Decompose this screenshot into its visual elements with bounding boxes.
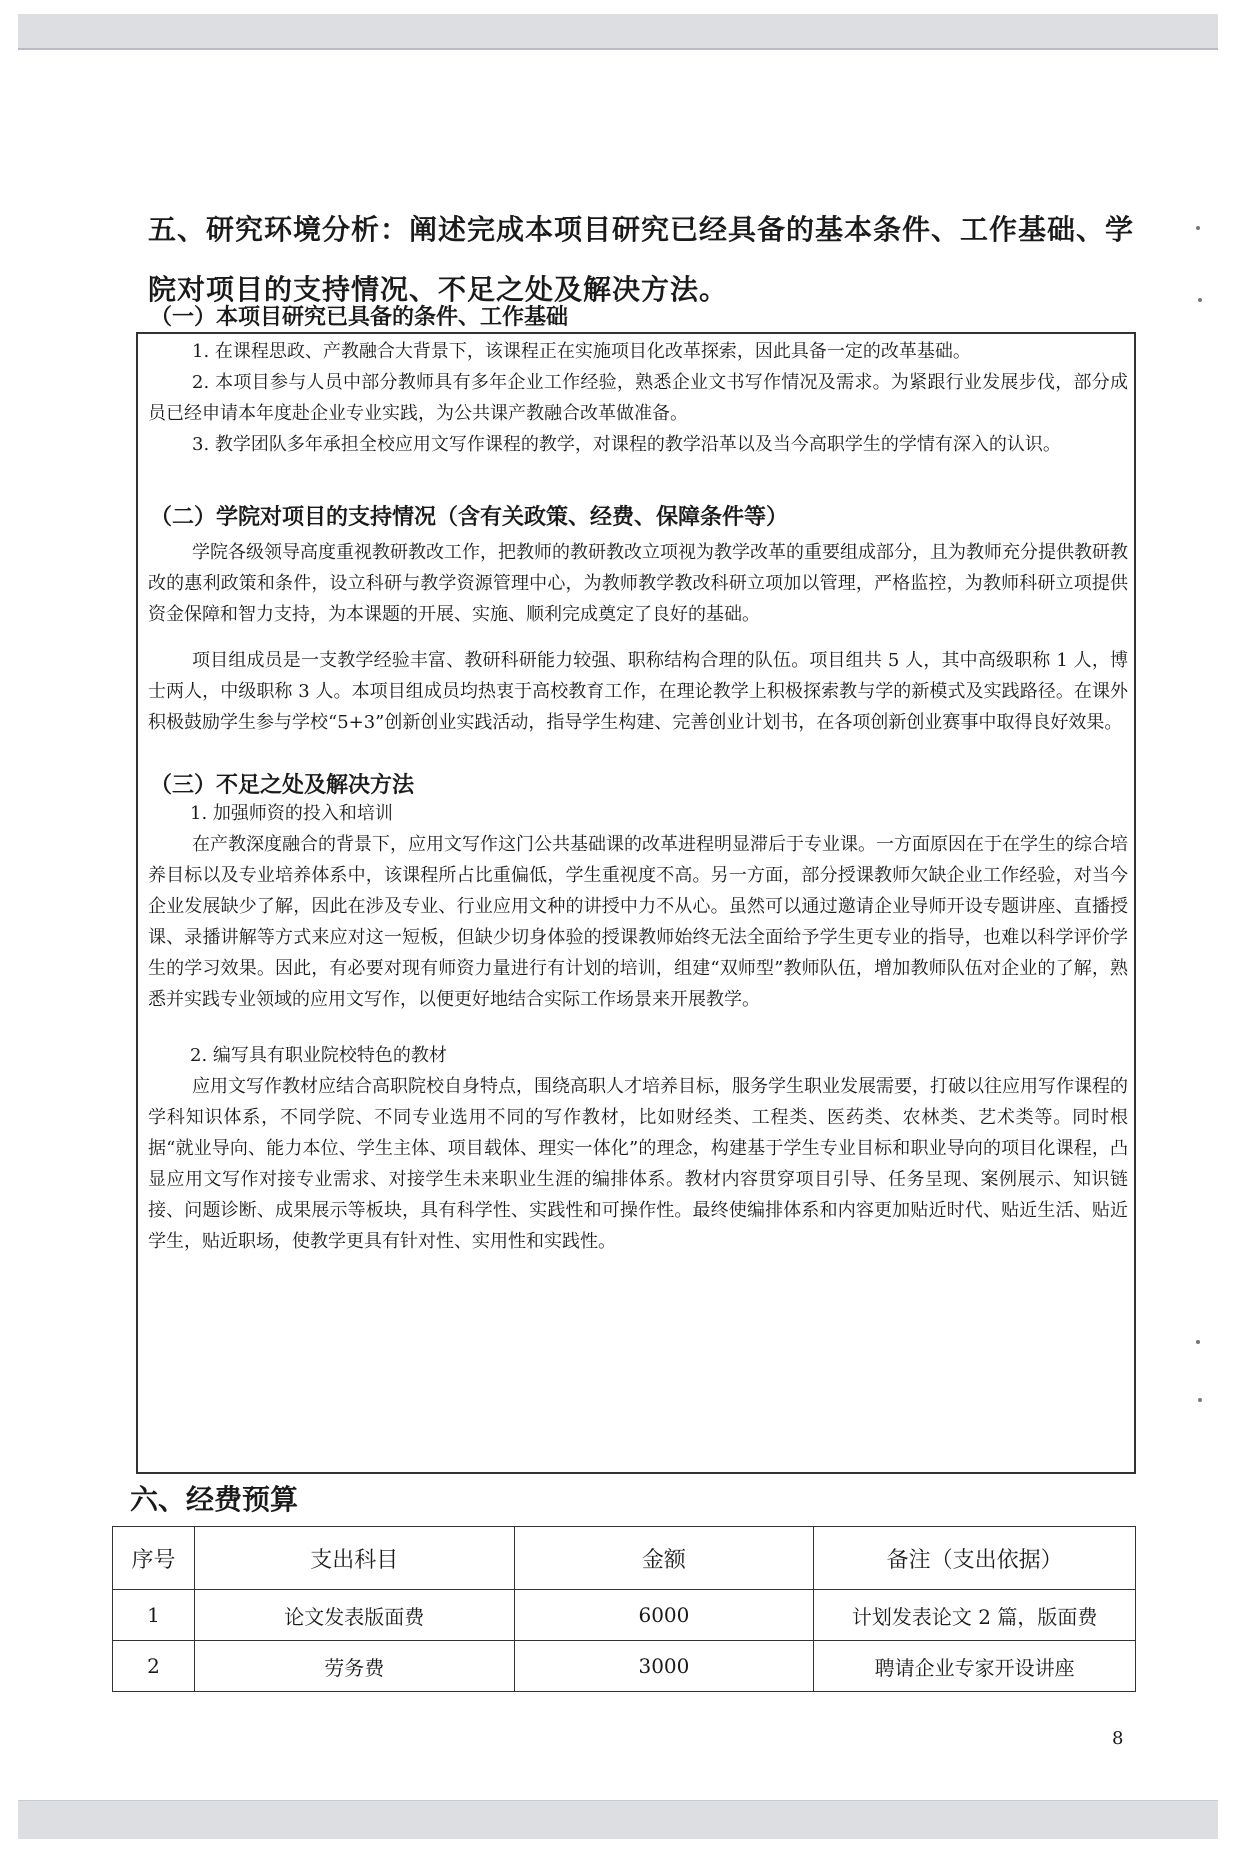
part3-item1-text: 在产教深度融合的背景下，应用文写作这门公共基础课的改革进程明显滞后于专业课。一方面原因在于在学生的综合培养目标以及专业培养体系中，该课程所占比重偏低，学生重视度不高。另一方面，部分授课教师欠缺企业工作经验，对当今企业发展缺少了解，因此在涉及专业、行业应用文种的讲授中力不从心。虽然可以通过邀请企业导师开设专题讲座、直播授课、录播讲解等方式来应对这一短板，但缺少切身体验的授课教师始终无法全面给予学生更专业的指导，也难以科学评价学生的学习效果。因此，有必要对现有师资力量进行有计划的培训，组建“双师型”教师队伍，增加教师队伍对企业的了解，熟悉并实践专业领域的应用文写作，以便更好地结合实际工作场景来开展教学。 bbox=[148, 834, 1128, 1010]
part1-item-1: 1. 在课程思政、产教融合大背景下，该课程正在实施项目化改革探索，因此具备一定的改革基础。 bbox=[192, 341, 971, 362]
row-note: 计划发表论文 2 篇，版面费 bbox=[814, 1590, 1136, 1641]
table-row bbox=[113, 1641, 1136, 1692]
row-index: 2 bbox=[113, 1641, 195, 1692]
scan-bottom-edge bbox=[18, 1800, 1218, 1839]
row-item: 劳务费 bbox=[194, 1641, 514, 1692]
part2-title: （二）学院对项目的支持情况（含有关政策、经费、保障条件等） bbox=[150, 505, 789, 530]
page-number: 8 bbox=[1112, 1728, 1124, 1749]
part1-title: （一）本项目研究已具备的条件、工作基础 bbox=[150, 305, 569, 330]
scan-top-edge bbox=[18, 14, 1218, 50]
part1-item-2: 2. 本项目参与人员中部分教师具有多年企业工作经验，熟悉企业文书写作情况及需求。为紧跟行业发展步伐，部分成员已经申请本年度赴企业专业实践，为公共课产教融合改革做准备。 bbox=[148, 372, 1128, 424]
row-index: 1 bbox=[113, 1590, 195, 1641]
part1-item-3: 3. 教学团队多年承担全校应用文写作课程的教学，对课程的教学沿革以及当今高职学生的学情有深入的认识。 bbox=[192, 434, 1061, 455]
row-amount: 6000 bbox=[514, 1590, 814, 1641]
part2-paragraph-1: 学院各级领导高度重视教研教改工作，把教师的教研教改立项视为教学改革的重要组成部分，且为教师充分提供教研教改的惠利政策和条件，设立科研与教学资源管理中心，为教师教学教改科研立项加以管理，严格监控，为教师科研立项提供资金保障和智力支持，为本课题的开展、实施、顺利完成奠定了良好的基础。 bbox=[148, 542, 1128, 625]
budget-table-header-row bbox=[113, 1527, 1136, 1590]
header-amount: 金额 bbox=[514, 1527, 814, 1590]
scan-speck bbox=[1196, 1340, 1200, 1344]
part3-item2-title: 2. 编写具有职业院校特色的教材 bbox=[190, 1045, 447, 1066]
header-index: 序号 bbox=[113, 1527, 195, 1590]
row-amount: 3000 bbox=[514, 1641, 814, 1692]
row-note: 聘请企业专家开设讲座 bbox=[814, 1641, 1136, 1692]
part3-title: （三）不足之处及解决方法 bbox=[150, 773, 415, 798]
scan-speck bbox=[1198, 1398, 1202, 1402]
part3-item2-text: 应用文写作教材应结合高职院校自身特点，围绕高职人才培养目标，服务学生职业发展需要，打破以往应用写作课程的学科知识体系，不同学院、不同专业选用不同的写作教材，比如财经类、工程类、医药类、农林类、艺术类等。同时根据“就业导向、能力本位、学生主体、项目载体、理实一体化”的理念，构建基于学生专业目标和职业导向的项目化课程，凸显应用文写作对接专业需求、对接学生未来职业生涯的编排体系。教材内容贯穿项目引导、任务呈现、案例展示、知识链接、问题诊断、成果展示等板块，具有科学性、实践性和可操作性。最终使编排体系和内容更加贴近时代、贴近生活、贴近学生，贴近职场，使教学更具有针对性、实用性和实践性。 bbox=[148, 1076, 1128, 1252]
section5-heading: 五、研究环境分析：阐述完成本项目研究已经具备的基本条件、工作基础、学院对项目的支持情况、不足之处及解决方法。 bbox=[148, 213, 1135, 306]
header-item: 支出科目 bbox=[194, 1527, 514, 1590]
section6-heading: 六、经费预算 bbox=[130, 1483, 299, 1516]
row-item: 论文发表版面费 bbox=[194, 1590, 514, 1641]
scan-speck bbox=[1198, 298, 1202, 302]
part3-item1-title: 1. 加强师资的投入和培训 bbox=[190, 803, 393, 824]
table-row bbox=[113, 1590, 1136, 1641]
part2-paragraph-2: 项目组成员是一支教学经验丰富、教研科研能力较强、职称结构合理的队伍。项目组共 5 人，其中高级职称 1 人，博士两人，中级职称 3 人。本项目组成员均热衷于高校教育工作，在理论教学上积极探索教与学的新模式及实践路径。在课外积极鼓励学生参与学校“5+3”创新创业实践活动，指导学生构建、完善创业计划书，在各项创新创业赛事中取得良好效果。 bbox=[148, 650, 1128, 733]
scan-speck bbox=[1196, 226, 1200, 230]
header-note: 备注（支出依据） bbox=[814, 1527, 1136, 1590]
budget-table bbox=[112, 1526, 1136, 1692]
